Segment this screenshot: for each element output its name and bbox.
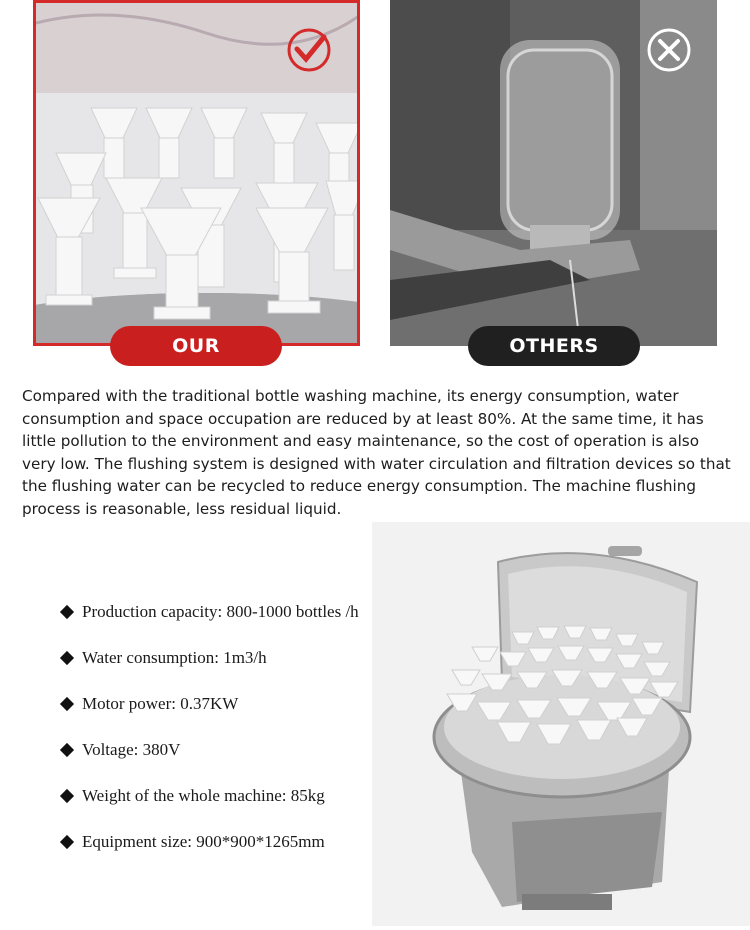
diamond-bullet-icon <box>60 605 74 619</box>
spec-item <box>60 832 359 878</box>
spec-item <box>60 602 359 648</box>
product-description: Compared with the traditional bottle washing machine, its energy consumption, water consumption and space occupation are reduced by at least 80%. At the same time, it has little pollution to the environment and easy maintenance, so the cost of operation is also very low. The flushing system is designed with water circulation and filtration devices so that the flushing water can be recycled to reduce energy consumption. The machine flushing process is reasonable, less residual liquid. <box>22 387 731 518</box>
diamond-bullet-icon <box>60 651 74 665</box>
machine-illustration <box>372 522 750 926</box>
spec-item <box>60 694 359 740</box>
diamond-bullet-icon <box>60 835 74 849</box>
our-label-badge: OUR <box>110 326 282 366</box>
spec-text: Voltage: 380V <box>82 740 181 759</box>
spec-text: Weight of the whole machine: 85kg <box>82 786 325 805</box>
check-circle-icon <box>286 27 332 73</box>
others-label-badge: OTHERS <box>468 326 640 366</box>
spec-text: Production capacity: 800-1000 bottles /h <box>82 602 359 621</box>
spec-item <box>60 786 359 832</box>
cross-circle-icon <box>646 27 692 73</box>
spec-text: Equipment size: 900*900*1265mm <box>82 832 325 851</box>
our-product-photo-panel <box>33 0 360 346</box>
spec-text: Water consumption: 1m3/h <box>82 648 267 667</box>
spec-item <box>60 740 359 786</box>
others-product-photo-panel <box>390 0 717 346</box>
diamond-bullet-icon <box>60 697 74 711</box>
spec-item <box>60 648 359 694</box>
spec-list <box>60 602 359 878</box>
diamond-bullet-icon <box>60 743 74 757</box>
bottle-washing-machine-photo <box>372 522 750 926</box>
spec-text: Motor power: 0.37KW <box>82 694 239 713</box>
diamond-bullet-icon <box>60 789 74 803</box>
